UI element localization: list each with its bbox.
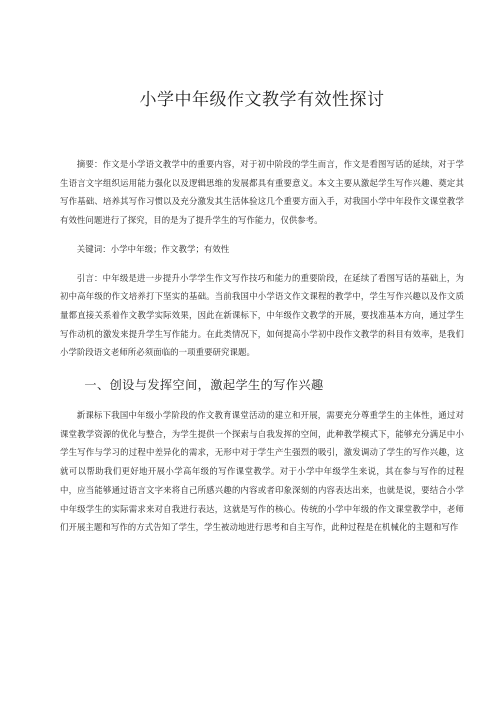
section-1-heading: 一、创设与发挥空间，激起学生的写作兴趣 — [84, 378, 324, 393]
keywords-line: 关键词：小学中年级；作文教学；有效性 — [76, 243, 230, 254]
document-title: 小学中年级作文教学有效性探讨 — [139, 90, 385, 110]
introduction-paragraph: 引言：中年级是进一步提升小学学生作文写作技巧和能力的重要阶段，在延续了看图写话的基础上，为初中高年级的作文培养打下坚实的基础。当前我国中小学语文作文课程的教学中，学生写作兴趣以及作文质量都直接关系着作文教学实际效果，因此在新课标下，中年级作文教学的开展，要找准基本方向，通过学生写作动机的激发来提升学生写作能力。在此类情况下，如何提高小学初中段作文教学的科目有效率，是我们小学阶段语文老师所必须面临的一项重要研究课题。 — [60, 272, 464, 358]
abstract-paragraph: 摘要：作文是小学语文教学中的重要内容，对于初中阶段的学生而言，作文是看图写话的延续，对于学生语言文字组织运用能力强化以及逻辑思维的发展都具有重要意义。本文主要从激起学生写作兴趣、奠定其写作基础、培养其写作习惯以及充分激发其生活体验这几个重要方面入手，对我国小学中年段作文课堂教学有效性问题进行了探究，目的是为了提升学生的写作能力，仅供参考。 — [60, 159, 464, 226]
section-1-body: 新课标下我国中年级小学阶段的作文教育课堂活动的建立和开展，需要充分尊重学生的主体性，通过对课堂教学资源的优化与整合，为学生提供一个探索与自我发挥的空间，此种教学模式下，能够充分满足中小学生写作与学习的过程中差异化的需求，无形中对于学生产生强烈的吸引，激发调动了学生的写作兴趣，这就可以帮助我们更好地开展小学高年级的写作课堂教学。对于小学中年级学生来说，其在参与写作的过程中，应当能够通过语言文字来将自己所感兴趣的内容或者印象深刻的内容表达出来，也就是说，要结合小学中年级学生的实际需求来对自我进行表达，这就是写作的核心。传统的小学中年级的作文课堂教学中，老师们开展主题和写作的方式告知了学生，学生被动地进行思考和自主写作，此种过程是在机械化的主题和写作 — [60, 410, 464, 533]
